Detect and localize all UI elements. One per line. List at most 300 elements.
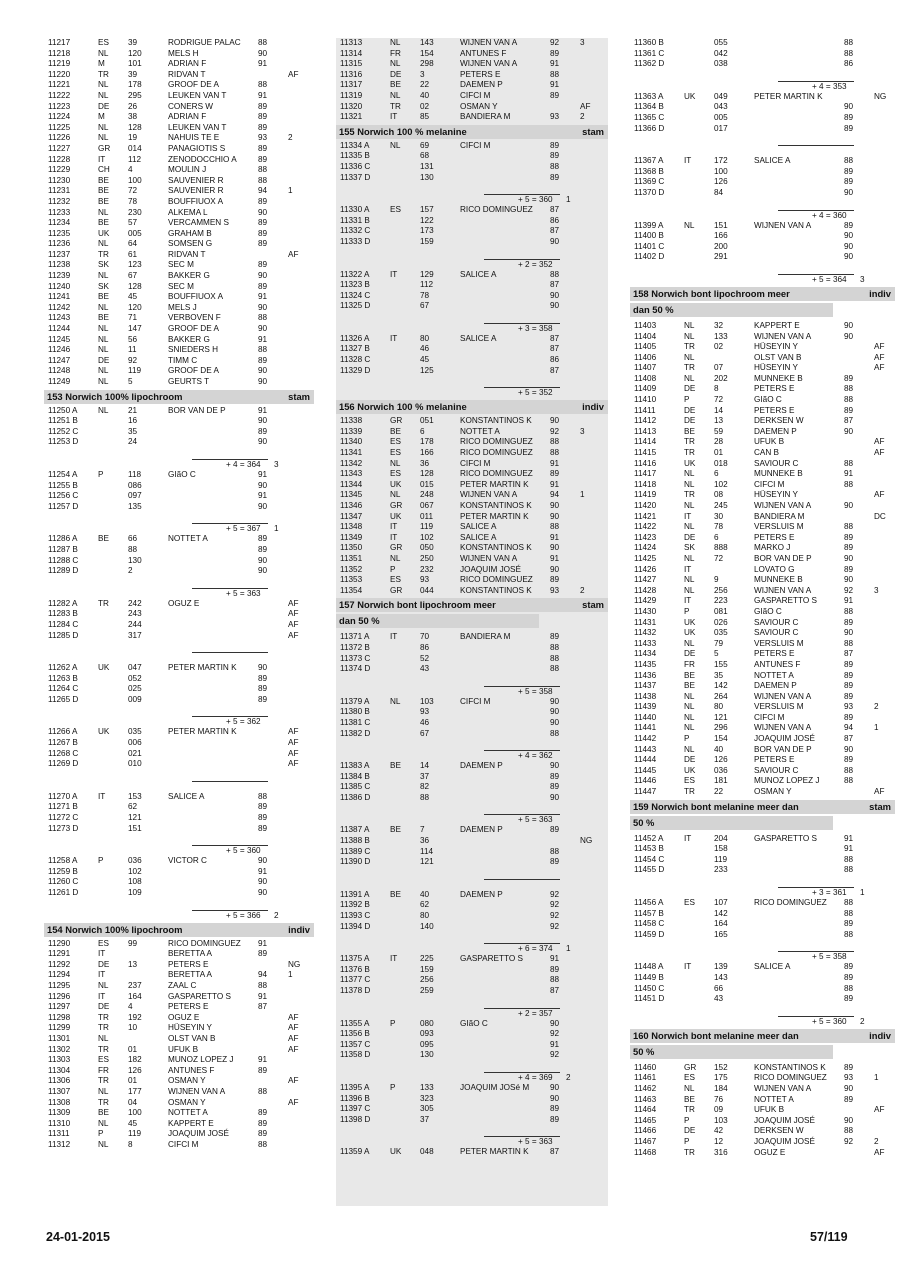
entry-number: 11270 A	[48, 791, 78, 801]
country-code: BE	[390, 426, 401, 436]
team-total	[336, 1071, 608, 1083]
entry-number: 11422	[634, 522, 657, 532]
points: 91	[550, 954, 560, 964]
spacer	[336, 803, 608, 813]
ring-number: 8	[128, 1139, 133, 1149]
results-column-2	[336, 38, 608, 1206]
entry-number: 11379 A	[340, 696, 370, 706]
points: 86	[550, 355, 560, 365]
country-code: BE	[684, 1094, 695, 1104]
exhibitor-name: KONSTANTINOS K	[460, 585, 532, 595]
table-row	[44, 406, 314, 417]
ring-number: 6	[420, 426, 425, 436]
table-row	[336, 216, 608, 227]
entry-number: 11231	[48, 186, 71, 196]
flag: AF	[580, 101, 591, 111]
ring-number: 159	[420, 964, 434, 974]
class-header-continued: 50 %	[630, 1045, 833, 1059]
entry-number: 11220	[48, 69, 71, 79]
table-row	[336, 469, 608, 480]
entry-number: 11239	[48, 271, 71, 281]
country-code: IT	[390, 522, 398, 532]
table-row	[630, 702, 895, 713]
spacer	[630, 1005, 895, 1015]
spacer	[336, 1125, 608, 1135]
points: 86	[844, 59, 854, 69]
points: 91	[258, 90, 268, 100]
points: 90	[550, 511, 560, 521]
country-code: FR	[684, 659, 695, 669]
spacer	[44, 448, 314, 458]
entry-number: 11346	[340, 501, 363, 510]
country-code: IT	[390, 532, 398, 542]
entry-number: 11344	[340, 479, 363, 489]
ring-number: 080	[420, 1018, 434, 1028]
exhibitor-name: SAVIOUR C	[754, 617, 799, 627]
points: 89	[550, 90, 560, 100]
flag: AF	[874, 342, 885, 352]
ring-number: 12	[714, 1136, 724, 1146]
class-title: 155 Norwich 100 % melanine	[339, 125, 467, 137]
entry-number: 11250 A	[48, 405, 78, 415]
ring-number: 21	[128, 405, 138, 415]
table-row	[630, 38, 895, 49]
points: 89	[550, 469, 560, 479]
exhibitor-name: SALICE A	[754, 962, 791, 972]
ring-number: 118	[128, 469, 142, 479]
table-row	[44, 877, 314, 888]
table-row	[44, 992, 314, 1003]
country-code: TR	[684, 1105, 695, 1115]
table-row	[630, 1116, 895, 1127]
entry-number: 11431	[634, 617, 657, 627]
country-code: BE	[390, 825, 401, 835]
exhibitor-name: RICO DOMINGUEZ	[460, 437, 533, 447]
points: 89	[844, 670, 854, 680]
exhibitor-name: VERBOVEN F	[168, 313, 221, 323]
ring-number: 166	[714, 231, 728, 241]
entry-number: 11435	[634, 659, 657, 669]
table-row	[630, 628, 895, 639]
points: 91	[550, 532, 560, 542]
ring-number: 52	[420, 653, 430, 663]
total-place: 2	[860, 1016, 865, 1026]
table-row	[336, 80, 608, 91]
ring-number: 64	[128, 239, 138, 249]
exhibitor-name: JOAQUIM JOSÉ	[754, 1136, 815, 1146]
ring-number: 100	[128, 1108, 142, 1118]
country-code: BE	[390, 761, 401, 771]
flag: 1	[288, 186, 293, 196]
points: 88	[844, 908, 854, 918]
table-row	[336, 366, 608, 377]
flag: AF	[288, 630, 299, 640]
points: 91	[258, 938, 268, 948]
points: 90	[258, 207, 268, 217]
country-code: NL	[98, 48, 109, 58]
table-row	[336, 707, 608, 718]
ring-number: 128	[420, 469, 434, 479]
flag: AF	[874, 448, 885, 458]
exhibitor-name: CIFCI M	[754, 479, 785, 489]
entry-number: 11321	[340, 112, 363, 122]
entry-number: 11350	[340, 543, 363, 553]
flag: AF	[288, 1023, 299, 1033]
country-code: SK	[98, 260, 109, 270]
ring-number: 86	[420, 642, 430, 652]
flag: 2	[874, 702, 879, 712]
ring-number: 178	[420, 437, 434, 447]
points: 89	[258, 813, 268, 823]
entry-number: 11419	[634, 490, 657, 500]
team-total	[336, 878, 608, 890]
ring-number: 130	[420, 1050, 434, 1060]
exhibitor-name: RICO DOMINGUEZ	[460, 205, 533, 215]
points: 88	[258, 345, 268, 355]
exhibitor-name: WIJNEN VAN A	[460, 490, 518, 500]
ring-number: 125	[420, 365, 434, 375]
exhibitor-name: SAVIOUR C	[754, 458, 799, 468]
entry-number: 11265 D	[48, 694, 79, 704]
points: 88	[258, 80, 268, 90]
entry-number: 11253 D	[48, 437, 79, 447]
table-row	[336, 890, 608, 901]
entry-number: 11309	[48, 1108, 71, 1118]
country-code: NL	[684, 1083, 695, 1093]
points: 91	[550, 479, 560, 489]
table-row	[44, 335, 314, 346]
entry-number: 11222	[48, 90, 71, 100]
table-row	[44, 1045, 314, 1056]
ring-number: 4	[128, 165, 133, 175]
exhibitor-name: UFUK B	[168, 1044, 199, 1054]
country-code: P	[684, 395, 690, 405]
table-row	[336, 643, 608, 654]
entry-number: 11384 B	[340, 771, 370, 781]
team-total	[630, 144, 895, 156]
entry-number: 11225	[48, 122, 71, 132]
spacer	[44, 899, 314, 909]
table-row	[630, 639, 895, 650]
table-row	[336, 697, 608, 708]
ring-number: 237	[128, 980, 142, 990]
points: 92	[550, 900, 560, 910]
table-row	[44, 1076, 314, 1087]
table-row	[44, 102, 314, 113]
exhibitor-name: GIãO C	[460, 1018, 488, 1028]
ring-number: 100	[128, 175, 142, 185]
entry-number: 11255 B	[48, 480, 78, 490]
exhibitor-name: ADRIAN F	[168, 59, 207, 69]
table-row	[336, 965, 608, 976]
points: 89	[258, 196, 268, 206]
entry-number: 11444	[634, 755, 657, 765]
ring-number: 175	[714, 1073, 728, 1083]
country-code: TR	[98, 1012, 109, 1022]
table-row	[44, 1002, 314, 1013]
ring-number: 202	[714, 373, 728, 383]
points: 91	[844, 844, 854, 854]
ring-number: 128	[128, 122, 142, 132]
exhibitor-name: BOR VAN DE P	[168, 405, 226, 415]
exhibitor-name: CIFCI M	[460, 90, 491, 100]
points: 93	[550, 585, 560, 595]
entry-number: 11234	[48, 218, 71, 228]
ring-number: 157	[420, 205, 434, 215]
country-code: FR	[390, 48, 401, 58]
country-code: CH	[98, 165, 110, 175]
points: 91	[258, 292, 268, 302]
entry-number: 11386 D	[340, 792, 371, 802]
country-code: TR	[98, 69, 109, 79]
exhibitor-name: WIJNEN VAN A	[754, 331, 812, 341]
ring-number: 248	[420, 490, 434, 500]
entry-number: 11294	[48, 970, 71, 980]
entry-number: 11227	[48, 143, 71, 153]
country-code: IT	[684, 596, 692, 606]
country-code: NL	[390, 490, 401, 500]
exhibitor-name: WIJNEN VAN A	[460, 38, 518, 47]
points: 92	[550, 889, 560, 899]
table-row	[44, 313, 314, 324]
table-row	[630, 167, 895, 178]
table-row	[630, 363, 895, 374]
class-title: 157 Norwich bont lipochroom meer	[339, 599, 496, 611]
table-row	[630, 596, 895, 607]
exhibitor-name: ALKEMA L	[168, 207, 208, 217]
country-code: NL	[98, 90, 109, 100]
points: 94	[550, 490, 560, 500]
team-total	[336, 386, 608, 398]
table-row	[630, 92, 895, 103]
exhibitor-name: RICO DOMINGUEZ	[168, 938, 241, 948]
exhibitor-name: WIJNEN VAN A	[754, 723, 812, 733]
country-code: TR	[98, 598, 109, 608]
spacer	[336, 932, 608, 942]
table-row	[44, 1140, 314, 1151]
entry-number: 11273 D	[48, 823, 79, 833]
country-code: NL	[98, 345, 109, 355]
points: 89	[844, 373, 854, 383]
country-code: IT	[684, 511, 692, 521]
points: 90	[844, 252, 854, 262]
points: 89	[258, 694, 268, 704]
entry-number: 11420	[634, 501, 657, 510]
exhibitor-name: MUNOZ LOPEZ J	[168, 1055, 234, 1065]
points: 89	[550, 782, 560, 792]
ring-number: 38	[128, 112, 138, 122]
country-code: P	[98, 1129, 104, 1139]
entry-number: 11434	[634, 649, 657, 659]
ring-number: 135	[128, 501, 142, 511]
points: 89	[258, 544, 268, 554]
exhibitor-name: RICO DOMINGUEZ	[754, 898, 827, 907]
country-code: NL	[684, 501, 695, 510]
entry-number: 11456 A	[634, 898, 664, 907]
country-code: P	[684, 1136, 690, 1146]
table-row	[44, 1055, 314, 1066]
table-row	[44, 292, 314, 303]
country-code: P	[684, 606, 690, 616]
team-total	[336, 193, 608, 205]
country-code: IT	[390, 269, 398, 279]
exhibitor-name: WIJNEN VAN A	[754, 585, 812, 595]
exhibitor-name: NOTTET A	[460, 426, 500, 436]
table-row	[336, 847, 608, 858]
exhibitor-name: SAUVENIER R	[168, 186, 224, 196]
ring-number: 225	[420, 954, 434, 964]
entry-number: 11429	[634, 596, 657, 606]
points: 90	[844, 628, 854, 638]
exhibitor-name: BANDIERA M	[754, 511, 805, 521]
country-code: ES	[390, 448, 401, 458]
entry-number: 11397 C	[340, 1104, 371, 1114]
entry-number: 11248	[48, 366, 71, 376]
points: 90	[258, 566, 268, 576]
team-total	[44, 522, 314, 534]
country-code: UK	[390, 511, 402, 521]
exhibitor-name: RIDVAN T	[168, 249, 206, 259]
table-row	[44, 738, 314, 749]
exhibitor-name: UFUK B	[754, 1105, 785, 1115]
ring-number: 172	[714, 156, 728, 166]
country-code: NL	[98, 207, 109, 217]
team-total	[44, 651, 314, 663]
total-value: + 4 = 353	[812, 81, 847, 91]
spacer	[44, 705, 314, 715]
entry-number: 11267 B	[48, 738, 78, 748]
country-code: SK	[98, 281, 109, 291]
table-row	[44, 1129, 314, 1140]
exhibitor-name: WIJNEN VAN A	[168, 1086, 226, 1096]
entry-number: 11368 B	[634, 166, 664, 176]
country-code: NL	[684, 585, 695, 595]
table-row	[630, 231, 895, 242]
table-row	[336, 490, 608, 501]
points: 90	[258, 377, 268, 386]
country-code: DE	[98, 355, 110, 365]
total-place: 2	[566, 1072, 571, 1082]
country-code: NL	[684, 320, 695, 330]
entry-number: 11353	[340, 575, 363, 585]
table-row	[336, 301, 608, 312]
country-code: TR	[390, 101, 401, 111]
country-code: NL	[98, 324, 109, 334]
table-row	[336, 1040, 608, 1051]
team-total	[336, 1007, 608, 1019]
flag: 1	[874, 1073, 879, 1083]
country-code: NL	[390, 90, 401, 100]
points: 92	[550, 38, 560, 47]
country-code: FR	[98, 1065, 109, 1075]
points: 90	[844, 241, 854, 251]
points: 90	[550, 1082, 560, 1092]
entry-number: 11315	[340, 59, 363, 69]
entry-number: 11325 D	[340, 301, 371, 311]
ring-number: 108	[128, 877, 142, 887]
exhibitor-name: PETERS E	[754, 649, 795, 659]
ring-number: 042	[714, 48, 728, 58]
points: 89	[258, 949, 268, 959]
ring-number: 102	[714, 479, 728, 489]
team-total	[336, 258, 608, 270]
points: 88	[844, 1126, 854, 1136]
country-code: NL	[98, 366, 109, 376]
ring-number: 08	[714, 490, 724, 500]
table-row	[44, 949, 314, 960]
ring-number: 158	[714, 844, 728, 854]
entry-number: 11341	[340, 448, 363, 458]
exhibitor-name: LOVATO G	[754, 564, 795, 574]
table-row	[336, 1029, 608, 1040]
table-row	[630, 1095, 895, 1106]
exhibitor-name: VERSLUIS M	[754, 638, 804, 648]
table-row	[336, 1147, 608, 1158]
entry-number: 11357 C	[340, 1039, 371, 1049]
entry-number: 11407	[634, 363, 657, 373]
points: 90	[550, 1093, 560, 1103]
ring-number: 5	[128, 377, 133, 386]
exhibitor-name: WIJNEN VAN A	[460, 59, 518, 69]
total-value: + 5 = 363	[518, 815, 553, 825]
exhibitor-name: PETER MARTIN K	[168, 663, 237, 673]
entry-number: 11235	[48, 228, 71, 238]
entry-number: 11438	[634, 691, 657, 701]
spacer	[336, 739, 608, 749]
class-title: 160 Norwich bont melanine meer dan	[633, 1029, 799, 1041]
points: 89	[844, 166, 854, 176]
table-row	[630, 1137, 895, 1148]
points: 90	[550, 416, 560, 426]
ring-number: 010	[128, 759, 142, 769]
table-row	[630, 384, 895, 395]
table-row	[630, 898, 895, 909]
total-value: + 5 = 362	[226, 717, 261, 727]
ring-number: 165	[714, 929, 728, 939]
table-row	[630, 353, 895, 364]
country-code: ES	[98, 38, 109, 47]
ring-number: 043	[714, 102, 728, 112]
entry-number: 11416	[634, 458, 657, 468]
points: 88	[844, 48, 854, 58]
table-row	[630, 480, 895, 491]
entry-number: 11323 B	[340, 280, 370, 290]
ring-number: 36	[420, 836, 430, 846]
exhibitor-name: KAPPERT E	[754, 320, 800, 330]
country-code: P	[390, 1082, 396, 1092]
exhibitor-name: HÜSEYIN Y	[168, 1023, 212, 1033]
entry-number: 11286 A	[48, 534, 78, 544]
country-code: DE	[684, 755, 696, 765]
entry-number: 11399 A	[634, 220, 664, 230]
exhibitor-name: BOR VAN DE P	[754, 553, 812, 563]
entry-number: 11242	[48, 302, 71, 312]
spacer	[630, 199, 895, 209]
country-code: BE	[98, 534, 109, 544]
points: 87	[844, 649, 854, 659]
table-row	[336, 480, 608, 491]
ring-number: 45	[420, 355, 430, 365]
exhibitor-name: WIJNEN VAN A	[754, 691, 812, 701]
ring-number: 164	[714, 919, 728, 929]
entry-number: 11258 A	[48, 856, 78, 866]
points: 89	[844, 962, 854, 972]
country-code: BE	[98, 292, 109, 302]
spacer	[336, 997, 608, 1007]
ring-number: 84	[714, 187, 724, 197]
points: 89	[550, 1104, 560, 1114]
entry-number: 11282 A	[48, 598, 78, 608]
